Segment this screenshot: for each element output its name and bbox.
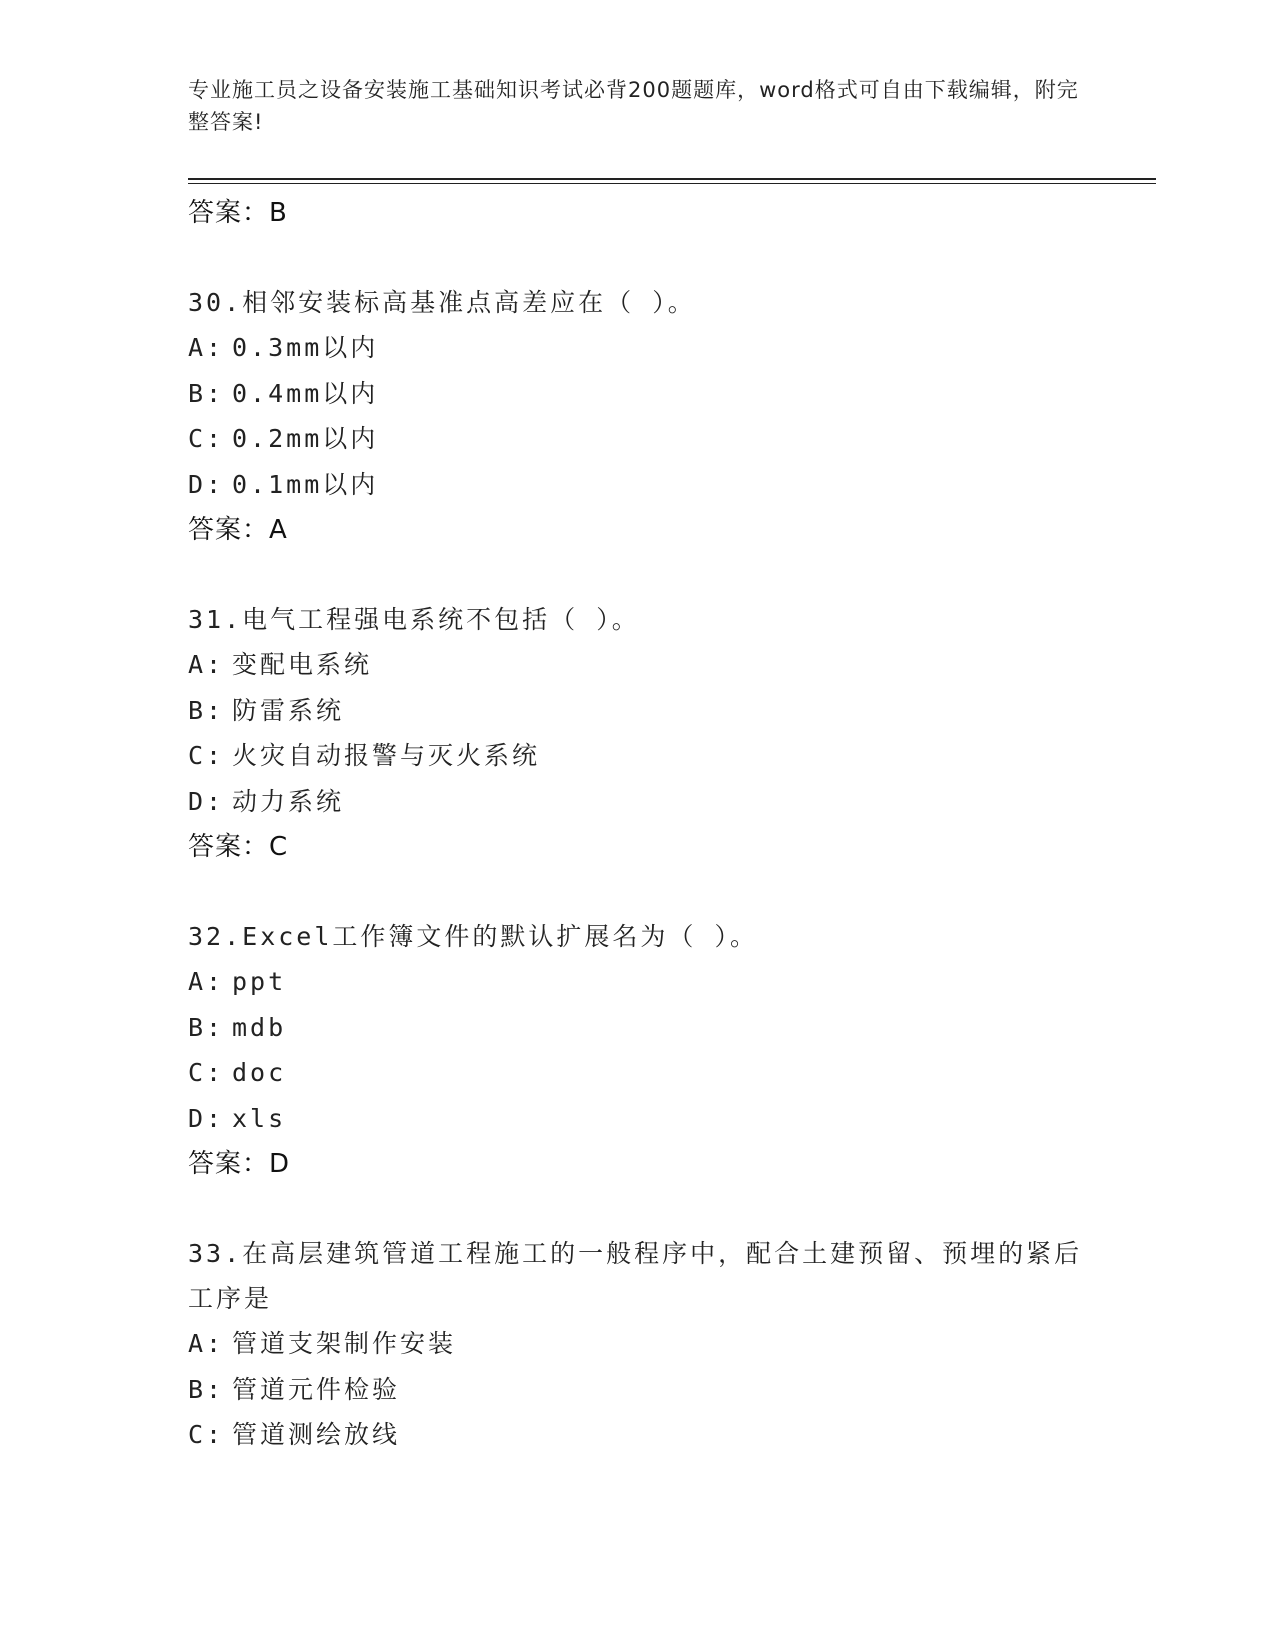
question-stem: 31.电气工程强电系统不包括（ ）。: [188, 605, 640, 634]
option-text: 0.1mm以内: [232, 469, 379, 499]
option-a: [188, 1321, 1088, 1367]
option-d: [188, 779, 1088, 825]
question-stem: 30.相邻安装标高基准点高差应在（ ）。: [188, 288, 696, 317]
option-text: xls: [232, 1103, 287, 1133]
option-label: A:: [188, 333, 225, 362]
option-b: [188, 371, 1088, 417]
option-text: 变配电系统: [232, 650, 373, 679]
option-text: 管道支架制作安装: [232, 1329, 457, 1358]
answer-line: 答案：C: [188, 832, 289, 862]
option-a: [188, 959, 1088, 1005]
question-block: [188, 597, 1088, 824]
option-a: [188, 642, 1088, 688]
question-stem: 32.Excel工作簿文件的默认扩展名为（ ）。: [188, 922, 758, 951]
option-label: A:: [188, 1329, 225, 1358]
option-label: C:: [188, 424, 225, 453]
option-label: A:: [188, 650, 225, 679]
option-label: D:: [188, 469, 225, 499]
document-header: 专业施工员之设备安装施工基础知识考试必背200题题库，word格式可自由下载编辑，附完整答案!: [188, 78, 1079, 134]
option-label: D:: [188, 786, 225, 816]
option-c: [188, 1050, 1088, 1096]
option-label: C:: [188, 741, 225, 770]
option-c: [188, 1412, 1088, 1458]
option-text: 0.2mm以内: [232, 424, 379, 453]
option-label: A:: [188, 967, 225, 996]
option-label: B:: [188, 695, 225, 725]
option-label: C:: [188, 1420, 225, 1449]
option-b: [188, 1005, 1088, 1051]
option-text: 管道元件检验: [232, 1374, 401, 1404]
question-stem: 33.在高层建筑管道工程施工的一般程序中，配合土建预留、预埋的紧后工序是: [188, 1239, 1083, 1313]
option-label: B:: [188, 1374, 225, 1404]
option-b: [188, 1367, 1088, 1413]
option-d: [188, 1096, 1088, 1142]
question-list: [188, 190, 1088, 1458]
option-label: D:: [188, 1103, 225, 1133]
option-text: 0.3mm以内: [232, 333, 379, 362]
option-text: 管道测绘放线: [232, 1420, 401, 1449]
option-text: mdb: [232, 1012, 287, 1042]
option-a: [188, 325, 1088, 371]
question-block: [188, 280, 1088, 507]
option-text: 防雷系统: [232, 695, 345, 725]
option-b: [188, 688, 1088, 734]
option-label: B:: [188, 378, 225, 408]
header-divider-thin: [188, 183, 1156, 184]
option-text: 0.4mm以内: [232, 378, 379, 408]
option-text: ppt: [232, 967, 287, 996]
option-label: C:: [188, 1058, 225, 1087]
option-text: doc: [232, 1058, 287, 1087]
option-text: 火灾自动报警与灭火系统: [232, 741, 541, 770]
option-text: 动力系统: [232, 786, 345, 816]
question-block: [188, 914, 1088, 1141]
answer-line: 答案：B: [188, 198, 288, 228]
answer-line: 答案：A: [188, 515, 288, 545]
option-label: B:: [188, 1012, 225, 1042]
header-divider: [188, 178, 1156, 180]
option-c: [188, 733, 1088, 779]
option-c: [188, 416, 1088, 462]
question-block: [188, 1231, 1088, 1458]
option-d: [188, 462, 1088, 508]
answer-line: 答案：D: [188, 1149, 291, 1179]
